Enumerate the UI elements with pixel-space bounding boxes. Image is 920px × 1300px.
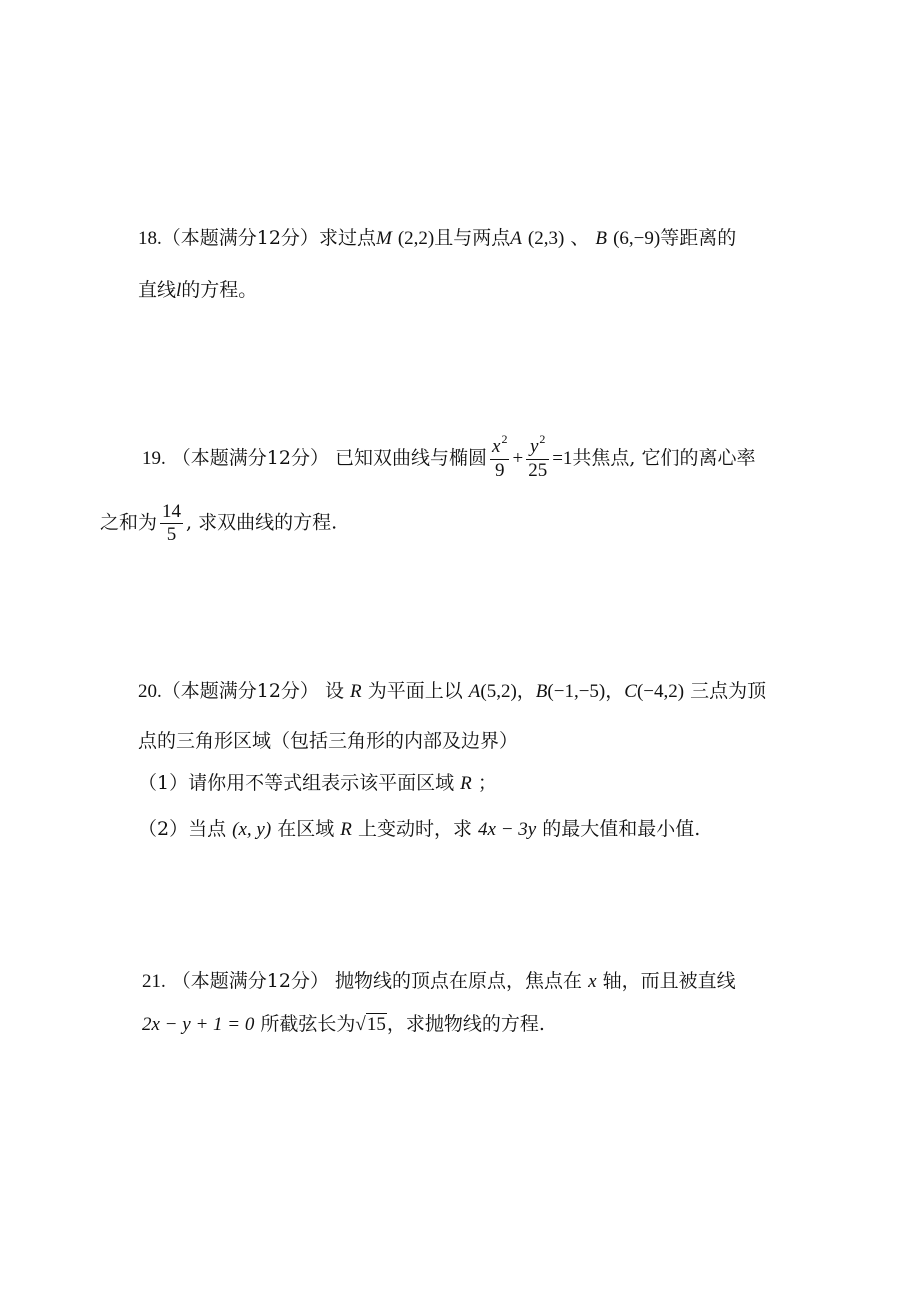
exponent: 2 [501,432,508,446]
line-l: l [176,280,182,301]
denominator: 5 [166,524,177,545]
problem-18-line-2 [138,278,257,303]
text: 抛物线的顶点在原点，焦点在 [335,970,583,992]
text: 求过点 [318,227,376,249]
coord: (2,2) [397,228,435,249]
coord: (−1,−5) [547,681,606,702]
problem-18-line-1 [138,226,736,251]
text: 之和为 [100,511,158,534]
coord: (2,3) [527,228,565,249]
text: ，求抛物线的方程. [386,1013,545,1035]
text: 、 [570,227,590,249]
problem-21-line-2 [142,1012,545,1037]
numerator: 14 [162,501,182,522]
text: 的方程。 [181,279,258,301]
region-R: R [350,681,362,702]
text: 共焦点, 它们的离心率 [572,447,756,469]
fraction-14-over-5 [160,501,183,546]
expression: 4x − 3y [478,819,537,840]
fraction-x2-over-9 [490,432,509,482]
problem-20-number: 20. [138,681,162,702]
coord: (6,−9) [613,228,661,249]
text: 为平面上以 [367,680,463,702]
text: 在区域 [277,818,335,840]
subquestion-label: （2） [138,818,189,840]
problem-20-line-1 [138,679,766,704]
plus-sign: + [512,448,524,469]
axis-x: x [588,971,597,992]
fraction-y2-over-25 [526,432,549,482]
text: 三点为顶 [690,680,767,702]
problem-19-score: （本题满分12分） [171,447,329,469]
sqrt-15 [355,1013,386,1035]
text: , 求双曲线的方程. [186,511,338,534]
text: 且与两点 [434,227,511,249]
exponent: 2 [539,432,546,446]
text: 的最大值和最小值. [542,818,701,840]
subquestion-label: （1） [138,772,189,794]
text: 所截弦长为 [260,1013,356,1035]
problem-21-score: （本题满分12分） [171,970,329,992]
problem-19-number: 19. [142,448,166,469]
text: 设 [324,680,344,702]
point-B: B [595,228,608,249]
text: ； [477,772,497,794]
point-A: A [468,681,481,702]
problem-21-line-1 [142,969,736,994]
text: 轴，而且被直线 [602,970,736,992]
point-M: M [375,228,392,249]
denominator: 9 [495,460,505,481]
problem-19-line-2 [100,501,337,546]
equals-one: =1 [552,448,573,469]
problem-20-subquestion-2 [138,817,700,842]
point-xy: (x, y) [232,819,272,840]
coord: (5,2) [480,681,517,702]
point-A: A [510,228,522,249]
point-B: B [535,681,548,702]
problem-20-score: （本题满分12分） [161,680,319,702]
point-C: C [624,681,637,702]
text: 点的三角形区域（包括三角形的内部及边界） [138,730,519,752]
region-R: R [460,773,472,794]
radical-sign: √ [355,1014,366,1035]
region-R: R [340,819,352,840]
text: 直线 [138,279,177,301]
text: 请你用不等式组表示该平面区域 [188,772,455,794]
text: ， [516,680,536,702]
numerator: x [492,436,501,457]
problem-20-line-2 [138,729,518,753]
line-equation: 2x − y + 1 = 0 [142,1014,255,1035]
problem-21-number: 21. [142,971,166,992]
problem-18-number: 18. [138,228,162,249]
problem-19-line-1 [142,432,756,482]
numerator: y [529,436,539,457]
text: 上变动时，求 [357,818,472,840]
denominator: 25 [528,460,548,481]
radicand: 15 [366,1014,386,1035]
text: 当点 [188,818,227,840]
problem-20-subquestion-1 [138,771,497,796]
text: 等距离的 [660,227,737,249]
text: ， [605,680,625,702]
text: 已知双曲线与椭圆 [335,447,488,469]
problem-18-score: （本题满分12分） [161,227,319,249]
coord: (−4,2) [636,681,685,702]
